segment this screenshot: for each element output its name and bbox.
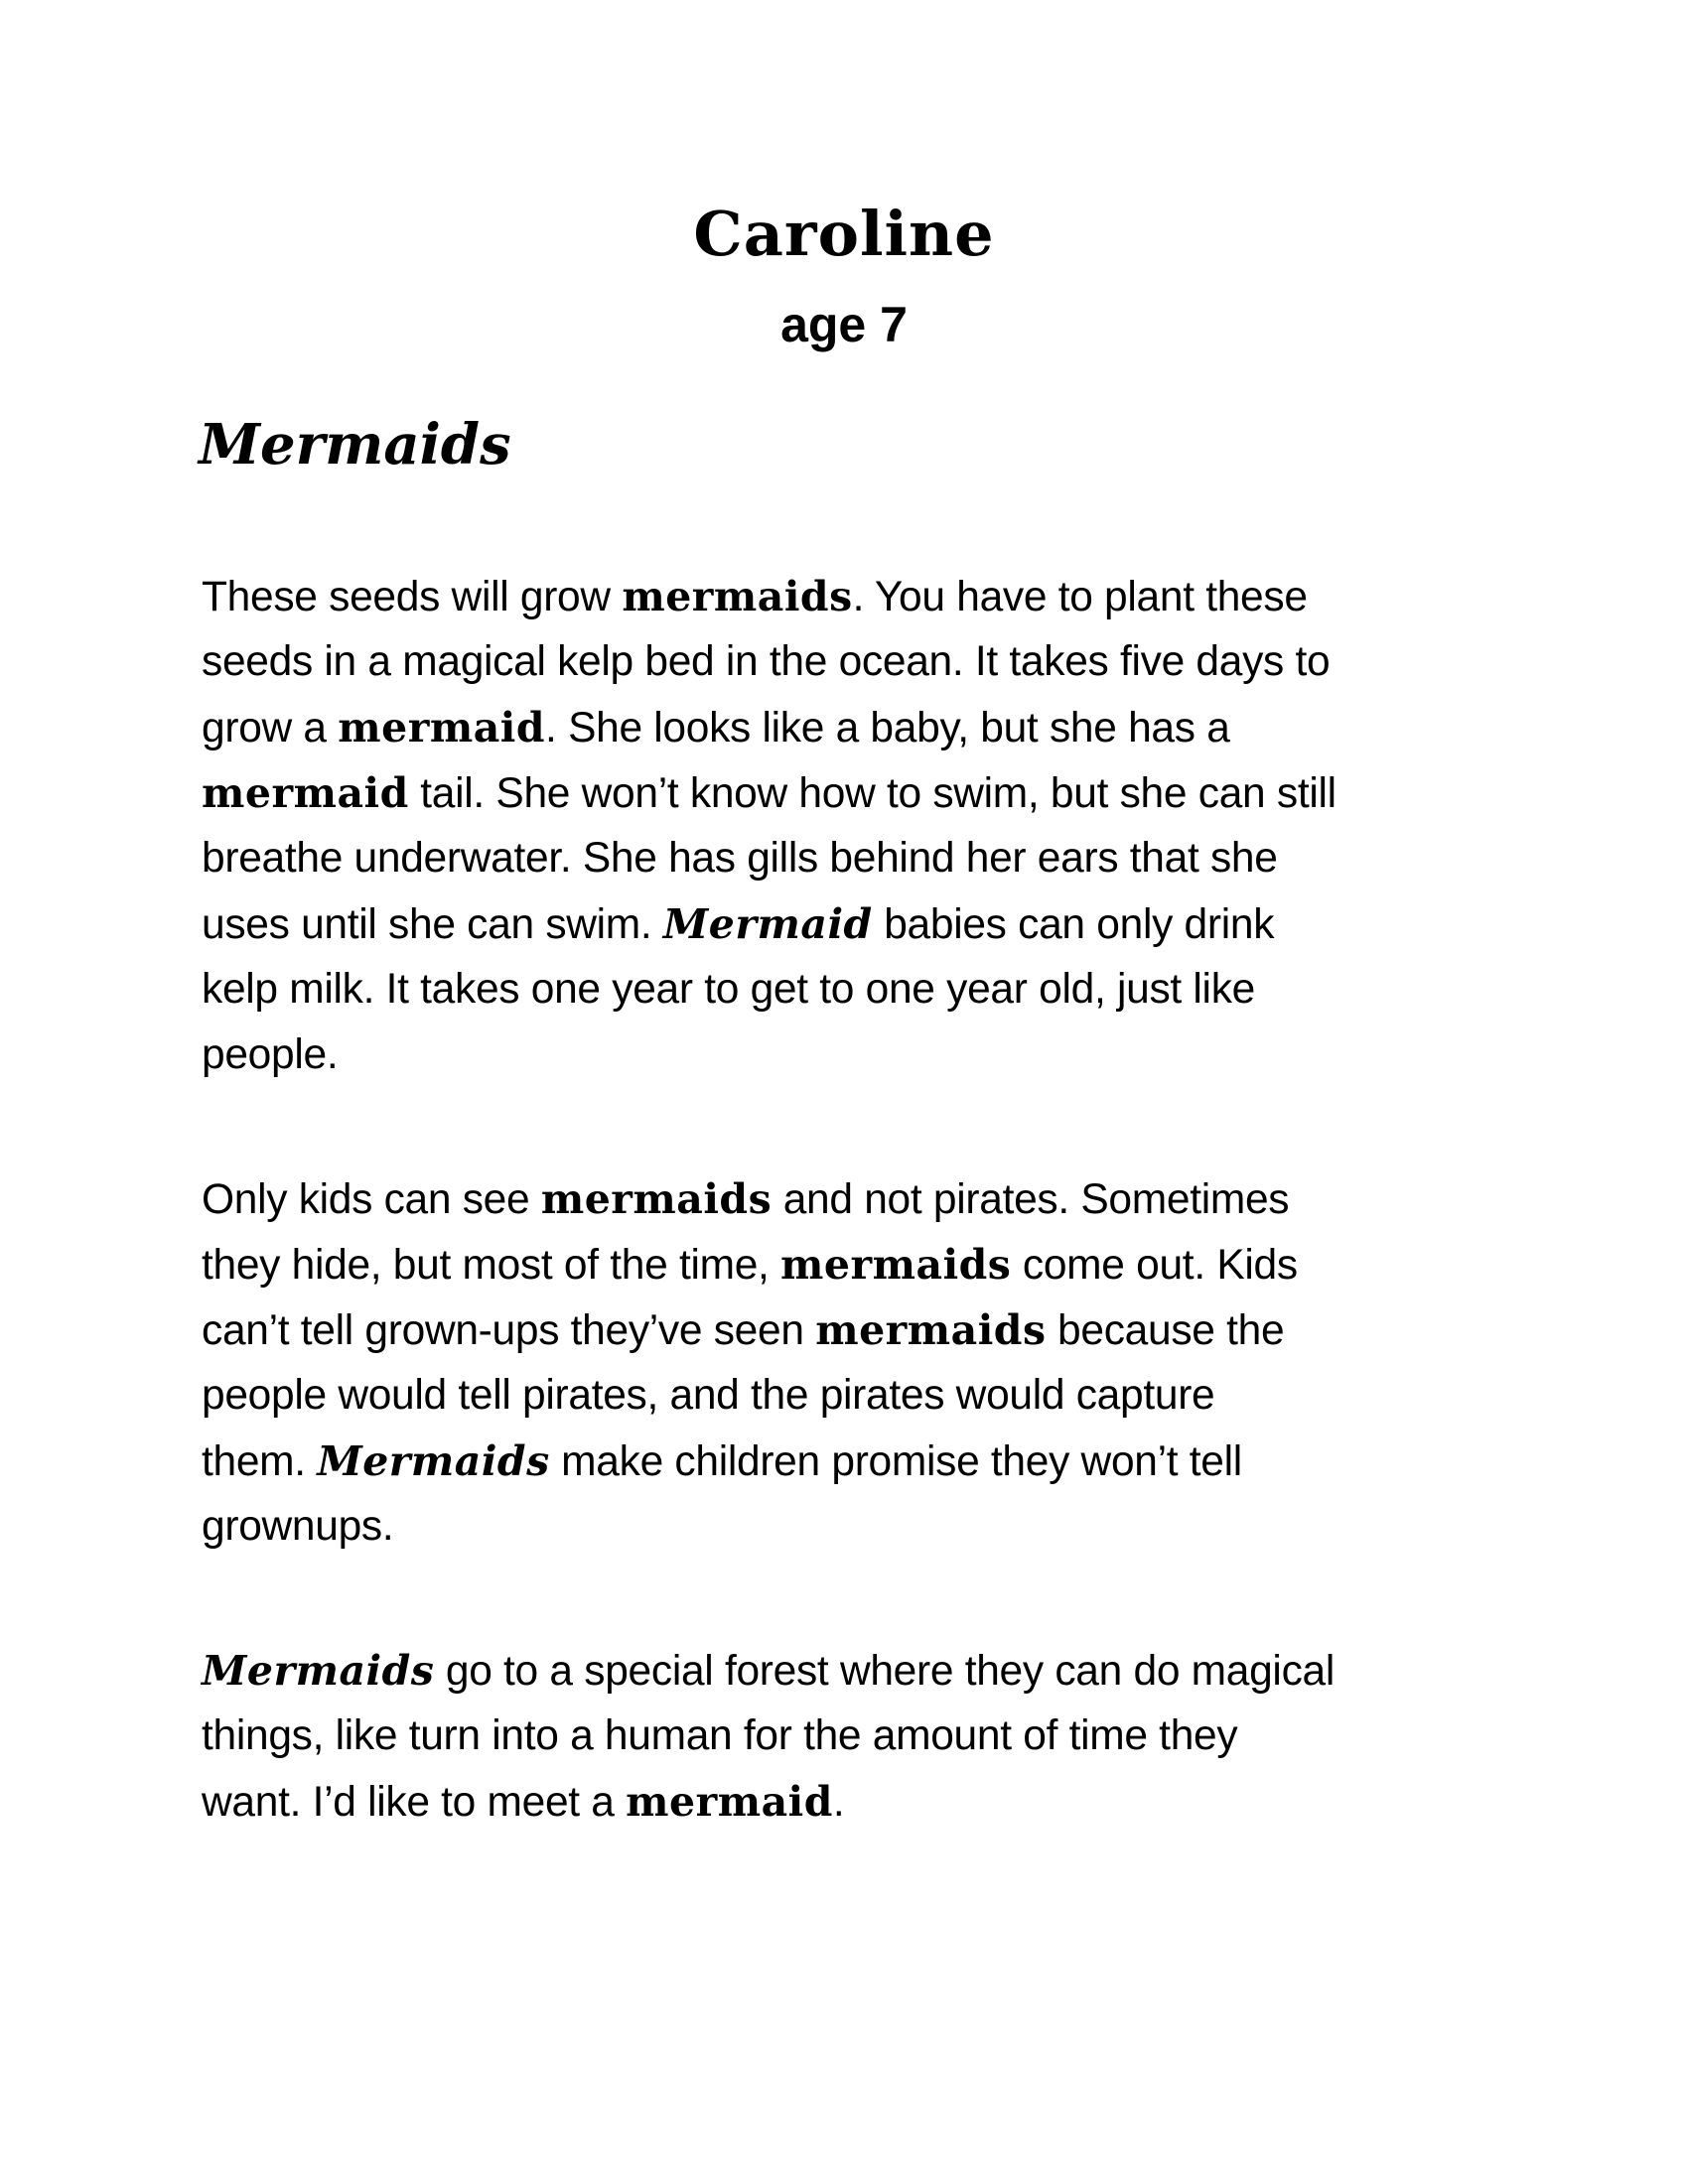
text-run: uses until she can swim. [202,901,663,948]
decorative-word: mermaid [338,704,546,751]
text-line [202,760,1502,826]
text-line [202,1023,1502,1088]
decorative-word: mermaids [815,1306,1047,1354]
text-line [202,1638,1502,1704]
decorative-word: mermaids [780,1241,1012,1289]
text-run: tail. She won’t know how to swim, but she can still [408,770,1336,817]
text-line [202,1704,1502,1769]
text-line [202,1232,1502,1297]
text-line [202,629,1502,695]
text-run: babies can only drink [872,901,1275,948]
text-line [202,1429,1502,1494]
text-line [202,564,1502,629]
text-line [202,957,1502,1023]
text-run: Only kids can see [202,1176,541,1223]
text-run: things, like turn into a human for the amount of time they [202,1712,1238,1759]
decorative-word: Mermaids [317,1437,550,1485]
story-title: Mermaids [199,412,511,478]
text-run: These seeds will grow [202,574,623,620]
text-run: want. I’d like to meet a [202,1779,627,1826]
text-run: because the [1046,1307,1285,1354]
text-run: grownups. [202,1503,394,1550]
text-line [202,826,1502,891]
decorative-word: mermaids [540,1175,773,1223]
text-line [202,1166,1502,1232]
text-run: can’t tell grown-ups they’ve seen [202,1307,816,1354]
paragraph-1 [202,564,1502,1088]
decorative-word: Mermaids [202,1647,435,1695]
decorative-word: Mermaid [662,900,873,948]
text-run: . She looks like a baby, but she has a [545,705,1230,751]
text-run: come out. Kids [1011,1242,1298,1289]
text-run: breathe underwater. She has gills behind her ears that she [202,835,1278,882]
text-line [202,1769,1502,1835]
text-run: they hide, but most of the time, [202,1242,781,1289]
decorative-word: mermaid [202,769,409,817]
decorative-word: mermaid [626,1778,833,1826]
decorative-word: mermaids [622,573,853,620]
text-run: seeds in a magical kelp bed in the ocean. It takes five days to [202,638,1331,685]
text-run: kelp milk. It takes one year to get to one year old, just like [202,966,1255,1013]
text-run: . [832,1779,845,1826]
text-run: go to a special forest where they can do magical [434,1648,1336,1695]
text-run: them. [202,1438,318,1485]
text-line [202,1494,1502,1560]
text-line [202,1297,1502,1363]
text-run: and not pirates. Sometimes [772,1176,1290,1223]
text-run: make children promise they won’t tell [549,1438,1242,1485]
paragraph-2 [202,1166,1502,1560]
text-run: grow a [202,705,339,751]
text-line [202,1363,1502,1429]
text-line [202,891,1502,957]
text-run: people. [202,1031,339,1078]
author-name: Caroline [693,198,995,270]
paragraph-3 [202,1638,1502,1835]
text-run: . You have to plant these [852,574,1308,620]
author-age: age 7 [780,297,908,352]
text-line [202,695,1502,760]
text-run: people would tell pirates, and the pirates would capture [202,1372,1215,1419]
